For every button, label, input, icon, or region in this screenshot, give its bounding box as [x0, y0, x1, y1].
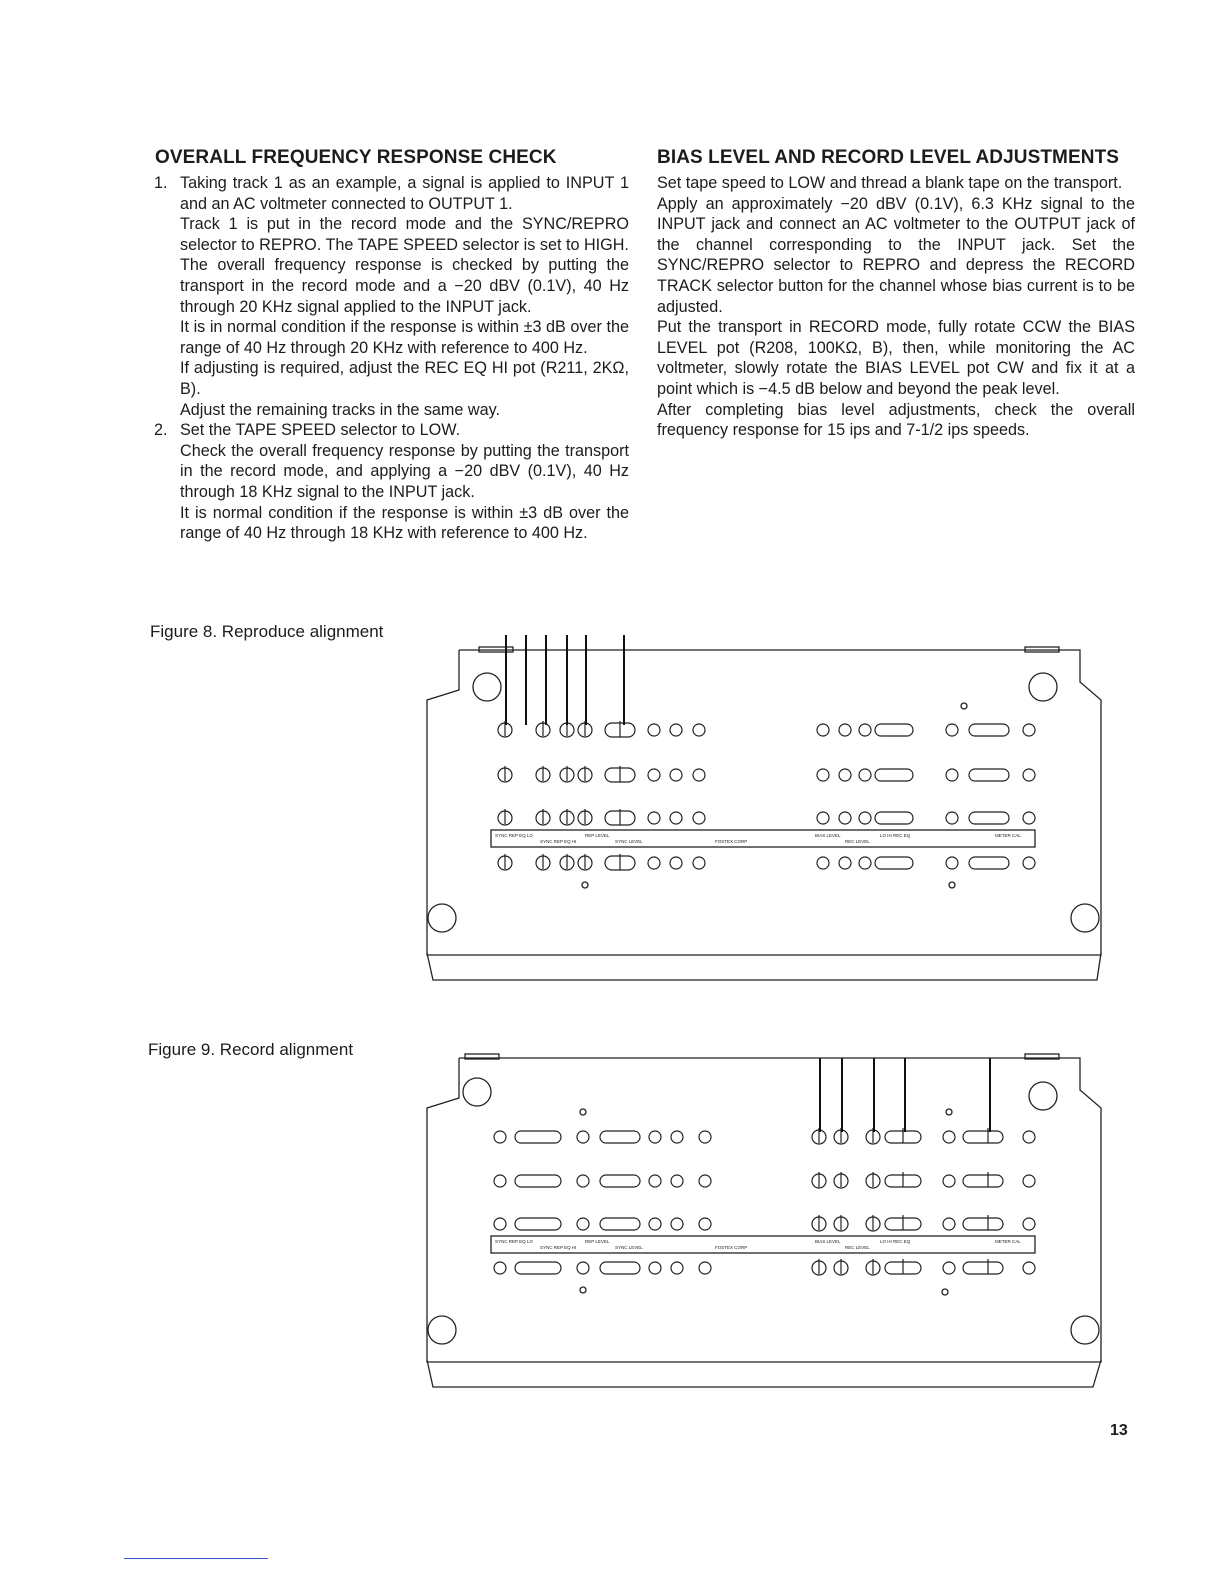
item-number: 2. — [154, 421, 168, 440]
paragraph: The overall frequency response is checked by putting the transport in the record mode and a −20 dBV (0.1V), 40 Hz through 20 KHz signal applied to the INPUT jack. — [180, 256, 629, 316]
paragraph: If adjusting is required, adjust the REC EQ HI pot (R211, 2KΩ, B). — [180, 359, 629, 398]
strip-label: BIAS LEVEL — [815, 833, 841, 838]
paragraph: After completing bias level adjustments, check the overall frequency response for 15 ips and 7-1/2 ips speeds. — [657, 400, 1135, 440]
paragraph: Put the transport in RECORD mode, fully rotate CCW the BIAS LEVEL pot (R208, 100KΩ, B), then, while monitoring the AC voltmeter, slowly rotate the BIAS LEVEL pot CW and fix it at a point which is −4.5 dB below and beyond the peak level. — [657, 318, 1135, 398]
figure-9-caption: Figure 9. Record alignment — [148, 1040, 354, 1059]
reproduce-alignment-diagram — [425, 635, 1105, 990]
strip-label: SYNC LEVEL — [615, 839, 643, 844]
paragraph: Set the TAPE SPEED selector to LOW. — [180, 421, 461, 440]
page-number: 13 — [1110, 1422, 1128, 1439]
strip-label: LO HI REC EQ — [880, 833, 911, 838]
paragraph: It is in normal condition if the response is within ±3 dB over the range of 40 Hz through 20 KHz with reference to 400 Hz. — [180, 318, 629, 357]
strip-label: REP LEVEL — [585, 1239, 610, 1244]
strip-label: LO HI REC EQ — [880, 1239, 911, 1244]
list-item — [155, 420, 629, 544]
left-heading: OVERALL FREQUENCY RESPONSE CHECK — [155, 147, 557, 168]
paragraph: Track 1 is put in the record mode and the SYNC/REPRO selector to REPRO. The TAPE SPEED selector is set to HIGH. — [180, 215, 629, 254]
record-alignment-diagram — [425, 1040, 1105, 1395]
strip-label: REC LEVEL — [845, 1245, 870, 1250]
strip-label: SYNC REP EQ HI — [540, 1245, 577, 1250]
left-column — [155, 147, 629, 544]
paragraph: Taking track 1 as an example, a signal is applied to INPUT 1 and an AC voltmeter connected to OUTPUT 1. — [180, 174, 629, 213]
strip-label: SYNC LEVEL — [615, 1245, 643, 1250]
figure-8-caption: Figure 8. Reproduce alignment — [150, 622, 384, 641]
strip-label: FOSTEX CORP — [715, 1245, 748, 1250]
strip-label: SYNC REP EQ HI — [540, 839, 577, 844]
footer-rule — [124, 1558, 268, 1559]
right-heading: BIAS LEVEL AND RECORD LEVEL ADJUSTMENTS — [657, 147, 1120, 168]
paragraph: Apply an approximately −20 dBV (0.1V), 6.3 KHz signal to the INPUT jack and connect an AC voltmeter to the OUTPUT jack of the channel corresponding to the INPUT jack. Set the SYNC/REPRO selector to REPRO and depress the RECORD TRACK selector button for the channel whose bias current is to be adjusted. — [657, 194, 1135, 316]
paragraph: Set tape speed to LOW and thread a blank tape on the transport. — [657, 174, 1123, 192]
strip-label: METER CAL — [995, 1239, 1021, 1244]
item-number: 1. — [154, 174, 168, 192]
figure-9-diagram — [425, 1040, 1105, 1395]
procedure-list — [155, 173, 629, 544]
paragraph: It is normal condition if the response is within ±3 dB over the range of 40 Hz through 18 KHz with reference to 400 Hz. — [180, 503, 629, 543]
strip-label: SYNC REP EQ LO — [495, 833, 533, 838]
strip-label: BIAS LEVEL — [815, 1239, 841, 1244]
list-item — [155, 173, 629, 420]
strip-label: REP LEVEL — [585, 833, 610, 838]
strip-label: REC LEVEL — [845, 839, 870, 844]
control-rows — [498, 721, 1035, 870]
right-column — [657, 147, 1135, 441]
strip-label: SYNC REP EQ LO — [495, 1239, 533, 1244]
paragraph: Adjust the remaining tracks in the same way. — [180, 400, 500, 419]
paragraph: Check the overall frequency response by putting the transport in the record mode, and applying a −20 dBV (0.1V), 40 Hz through 18 KHz signal to the INPUT jack. — [180, 441, 629, 501]
strip-label: FOSTEX CORP — [715, 839, 748, 844]
figure-8-diagram — [425, 635, 1105, 990]
strip-label: METER CAL — [995, 833, 1021, 838]
